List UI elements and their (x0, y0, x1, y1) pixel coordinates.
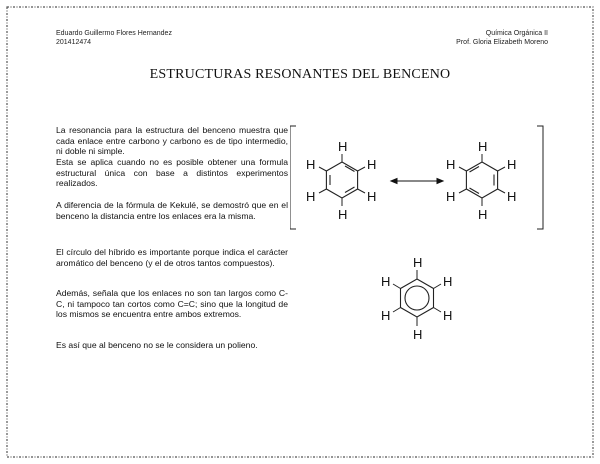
hydrogen-label: H (413, 327, 423, 342)
hydrogen-label: H (306, 189, 316, 204)
paragraph-application: Esta se aplica cuando no es posible obtener una formula estructural única con base a distintos experimentos realizados. (56, 157, 288, 189)
paragraph-bond-length: Además, señala que los enlaces no son tan largos como C-C, ni tampoco tan cortos como C=C; sino que la longitud de los mismos se encuentra entre ambos extremos. (56, 288, 288, 320)
paragraph-resonance: La resonancia para la estructura del benceno muestra que cada enlace entre carbono y carbono es de tipo intermedio, ni doble ni simple. (56, 125, 288, 157)
header-right (456, 29, 548, 47)
hydrogen-label: H (443, 274, 453, 289)
professor-name: Prof. Gloria Elizabeth Moreno (456, 39, 548, 46)
hydrogen-label: H (443, 308, 453, 323)
benzene-hybrid-diagram (368, 248, 460, 348)
resonance-arrow (391, 179, 443, 184)
left-bracket (290, 126, 296, 229)
hydrogen-label: H (381, 274, 391, 289)
hydrogen-label: H (367, 189, 377, 204)
hydrogen-label: H (338, 139, 348, 154)
benzene-kekule-right (466, 162, 497, 198)
hydrogen-label: H (446, 189, 456, 204)
hydrogen-label: H (507, 157, 517, 172)
hydrogen-label: H (306, 157, 316, 172)
hydrogen-label: H (446, 157, 456, 172)
benzene-kekule-left (326, 162, 357, 198)
kekule-resonance-diagram (290, 120, 552, 235)
student-id: 201412474 (56, 39, 92, 46)
right-bracket (537, 126, 543, 229)
header-left (56, 29, 172, 47)
hydrogen-label: H (478, 207, 488, 222)
benzene-hybrid-ring (401, 279, 434, 317)
aromatic-circle (405, 286, 429, 310)
paragraph-not-polyene: Es así que al benceno no se le considera un polieno. (56, 340, 258, 350)
paragraph-hybrid-circle: El círculo del híbrido es importante porque indica el carácter aromático del benceno (y el de otros tantos compuestos). (56, 247, 288, 268)
page-title: ESTRUCTURAS RESONANTES DEL BENCENO (149, 67, 451, 82)
paragraph-kekule: A diferencia de la fórmula de Kekulé, se demostró que en el benceno la distancia entre los enlaces era la misma. (56, 200, 288, 221)
hydrogen-label: H (478, 139, 488, 154)
hydrogen-label: H (367, 157, 377, 172)
author-name: Eduardo Guillermo Flores Hernandez (56, 30, 172, 37)
hydrogen-label: H (413, 255, 423, 270)
hydrogen-label: H (338, 207, 348, 222)
hydrogen-label: H (381, 308, 391, 323)
course-name: Química Orgánica II (485, 30, 548, 37)
hydrogen-label: H (507, 189, 517, 204)
